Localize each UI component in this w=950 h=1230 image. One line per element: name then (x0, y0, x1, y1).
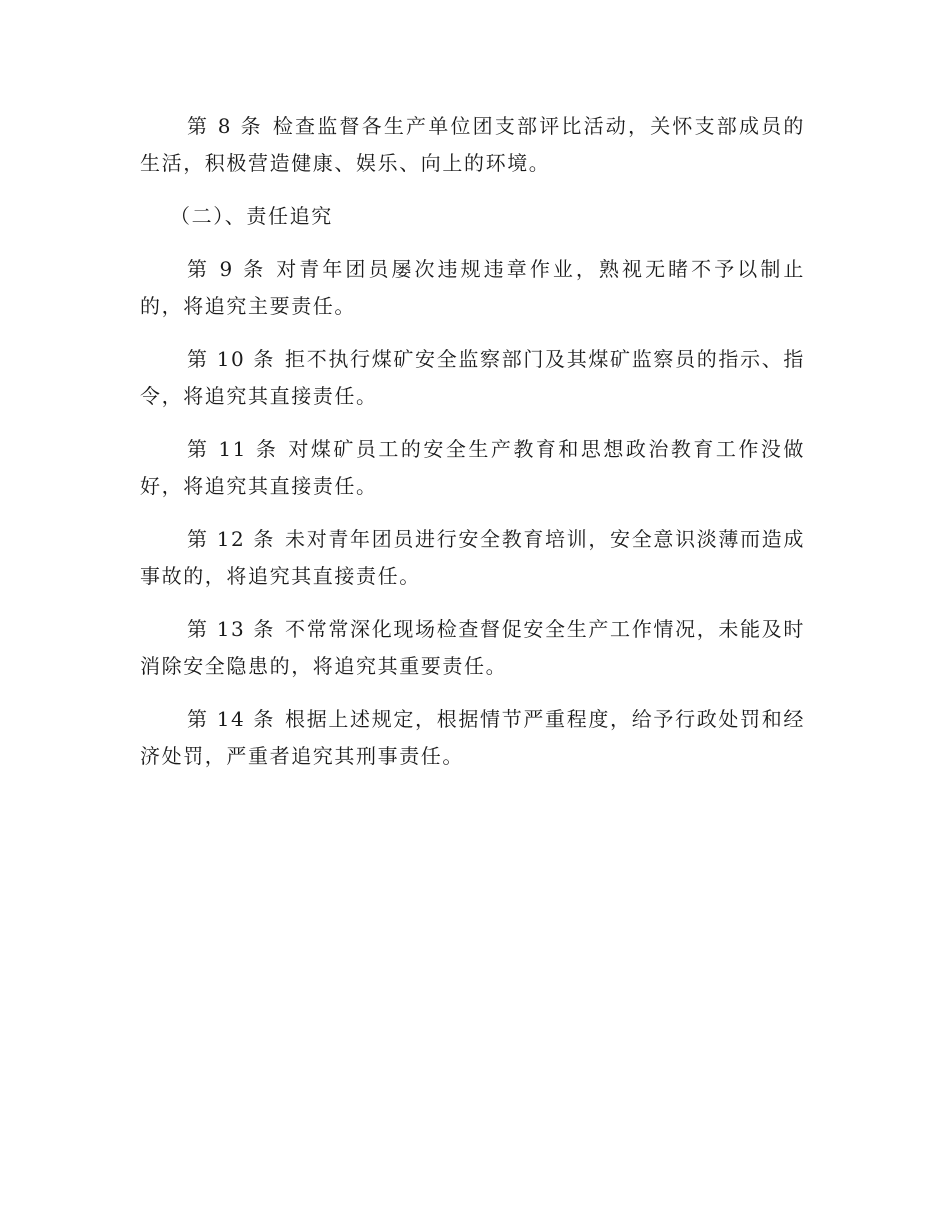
article-text: 对青年团员屡次违规违章作业，熟视无睹不予以制止的，将追究主要责任。 (140, 257, 805, 318)
article-number: 第 14 条 (187, 707, 276, 731)
article-text: 拒不执行煤矿安全监察部门及其煤矿监察员的指示、指令，将追究其直接责任。 (140, 347, 806, 408)
article-number: 第 12 条 (187, 527, 276, 551)
article-text: 未对青年团员进行安全教育培训，安全意识淡薄而造成事故的，将追究其直接责任。 (140, 527, 806, 588)
article-number: 第 11 条 (187, 437, 279, 461)
article-13 (140, 611, 805, 685)
article-number: 第 10 条 (187, 347, 276, 371)
section-heading: （二）、责任追究 (170, 204, 333, 228)
article-text: 不常常深化现场检查督促安全生产工作情况，未能及时消除安全隐患的，将追究其重要责任。 (140, 617, 806, 678)
article-number: 第 13 条 (187, 617, 276, 641)
article-14 (140, 701, 805, 775)
article-number: 第 9 条 (187, 257, 267, 281)
article-number: 第 8 条 (187, 114, 263, 138)
article-8 (140, 108, 805, 182)
article-text: 对煤矿员工的安全生产教育和思想政治教育工作没做好，将追究其直接责任。 (140, 437, 805, 498)
article-text: 检查监督各生产单位团支部评比活动，关怀支部成员的生活，积极营造健康、娱乐、向上的环境。 (140, 114, 805, 175)
article-12 (140, 521, 805, 595)
article-10 (140, 341, 805, 415)
article-text: 根据上述规定，根据情节严重程度，给予行政处罚和经济处罚，严重者追究其刑事责任。 (140, 707, 806, 768)
article-11 (140, 431, 805, 505)
article-9 (140, 251, 805, 325)
document-body (140, 108, 805, 791)
